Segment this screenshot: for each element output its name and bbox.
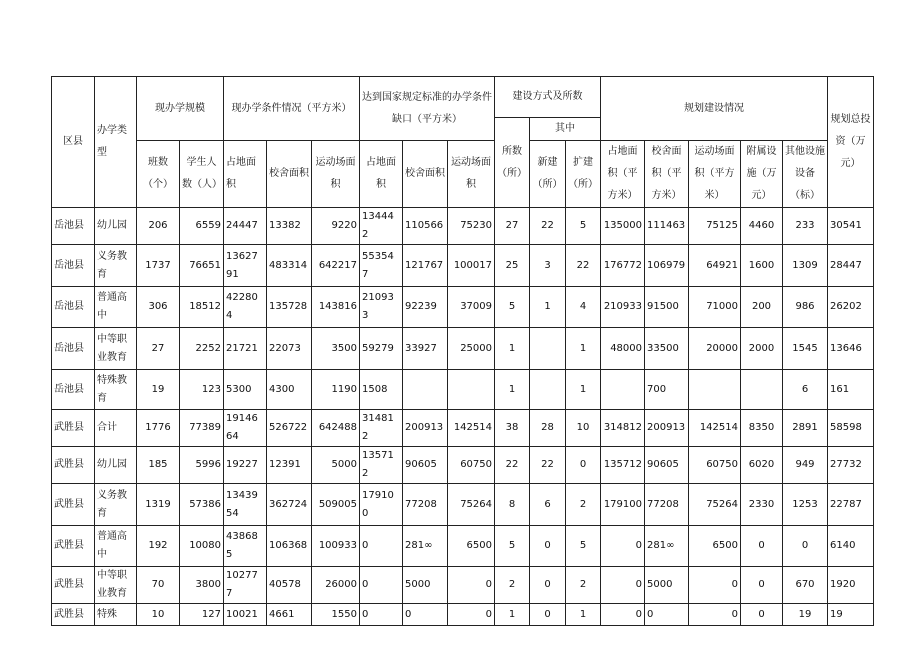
table-cell: 314812 <box>360 410 403 447</box>
table-cell: 986 <box>783 287 828 328</box>
table-cell: 670 <box>783 567 828 604</box>
table-cell: 8 <box>495 484 530 526</box>
table-cell: 特殊 <box>95 604 137 626</box>
table-cell: 1914664 <box>224 410 267 447</box>
table-cell: 161 <box>828 370 874 410</box>
table-cell: 106979 <box>645 245 689 287</box>
table-cell: 0 <box>689 604 741 626</box>
table-cell: 22 <box>495 447 530 484</box>
header-current-conditions: 现办学条件情况（平方米） <box>224 77 360 141</box>
table-cell: 57386 <box>180 484 224 526</box>
table-cell: 19 <box>783 604 828 626</box>
table-cell: 6500 <box>448 526 495 567</box>
table-cell: 438685 <box>224 526 267 567</box>
header-students: 学生人数（人） <box>180 141 224 208</box>
table-cell: 6140 <box>828 526 874 567</box>
table-cell: 179100 <box>601 484 645 526</box>
header-current-scale: 现办学规模 <box>137 77 224 141</box>
table-cell: 10 <box>566 410 601 447</box>
header-expand: 扩建（所） <box>566 141 601 208</box>
table-cell: 553547 <box>360 245 403 287</box>
table-cell: 135000 <box>601 208 645 245</box>
table-cell: 0 <box>448 567 495 604</box>
table-cell <box>530 328 566 370</box>
table-cell: 19227 <box>224 447 267 484</box>
table-cell: 0 <box>448 604 495 626</box>
table-cell: 102777 <box>224 567 267 604</box>
table-cell: 13646 <box>828 328 874 370</box>
table-cell: 义务教育 <box>95 484 137 526</box>
table-cell: 武胜县 <box>52 526 95 567</box>
table-cell: 75230 <box>448 208 495 245</box>
table-cell <box>741 370 783 410</box>
table-cell <box>530 370 566 410</box>
table-cell: 22787 <box>828 484 874 526</box>
table-cell: 142514 <box>689 410 741 447</box>
table-cell: 2000 <box>741 328 783 370</box>
table-cell: 142514 <box>448 410 495 447</box>
table-cell: 5 <box>566 526 601 567</box>
table-cell: 2252 <box>180 328 224 370</box>
table-cell: 134442 <box>360 208 403 245</box>
table-cell: 1600 <box>741 245 783 287</box>
header-new: 新建（所） <box>530 141 566 208</box>
table-cell: 1 <box>566 370 601 410</box>
table-cell: 1 <box>566 604 601 626</box>
header-investment: 规划总投资（万元） <box>828 77 874 208</box>
table-cell: 0 <box>530 526 566 567</box>
table-cell: 179100 <box>360 484 403 526</box>
table-cell: 38 <box>495 410 530 447</box>
table-cell: 1253 <box>783 484 828 526</box>
table-cell: 25 <box>495 245 530 287</box>
table-cell: 58598 <box>828 410 874 447</box>
table-cell: 13382 <box>267 208 312 245</box>
table-cell: 306 <box>137 287 180 328</box>
table-cell: 5000 <box>645 567 689 604</box>
table-cell: 77208 <box>403 484 448 526</box>
table-cell: 武胜县 <box>52 604 95 626</box>
data-table <box>51 76 874 626</box>
table-cell: 6020 <box>741 447 783 484</box>
table-cell: 200913 <box>645 410 689 447</box>
table-cell: 210933 <box>360 287 403 328</box>
table-cell: 176772 <box>601 245 645 287</box>
table-cell: 22 <box>530 447 566 484</box>
table-cell: 1545 <box>783 328 828 370</box>
header-gap-land-area: 占地面积 <box>360 141 403 208</box>
table-cell: 1362791 <box>224 245 267 287</box>
table-cell: 362724 <box>267 484 312 526</box>
table-row <box>52 484 874 526</box>
table-cell: 0 <box>783 526 828 567</box>
header-plan-auxiliary: 附属设施（万元） <box>741 141 783 208</box>
table-cell: 19 <box>137 370 180 410</box>
table-cell: 5 <box>566 208 601 245</box>
header-school-building-area: 校舍面积 <box>267 141 312 208</box>
table-row <box>52 370 874 410</box>
table-cell: 1319 <box>137 484 180 526</box>
table-cell: 91500 <box>645 287 689 328</box>
table-cell: 143816 <box>312 287 360 328</box>
table-cell: 1550 <box>312 604 360 626</box>
header-count: 所数（所） <box>495 118 530 208</box>
header-build-method: 建设方式及所数 <box>495 77 601 118</box>
table-cell: 1508 <box>360 370 403 410</box>
table-cell: 岳池县 <box>52 287 95 328</box>
header-standard-gap: 达到国家规定标准的办学条件缺口（平方米） <box>360 77 495 141</box>
table-cell: 0 <box>601 604 645 626</box>
table-cell: 100933 <box>312 526 360 567</box>
table-cell: 21721 <box>224 328 267 370</box>
table-cell: 526722 <box>267 410 312 447</box>
table-cell: 岳池县 <box>52 328 95 370</box>
table-cell: 0 <box>645 604 689 626</box>
table-cell: 28 <box>530 410 566 447</box>
table-cell: 33500 <box>645 328 689 370</box>
table-cell: 0 <box>360 567 403 604</box>
table-cell: 1 <box>495 370 530 410</box>
table-cell: 200 <box>741 287 783 328</box>
table-cell: 121767 <box>403 245 448 287</box>
table-cell: 90605 <box>403 447 448 484</box>
table-cell: 135728 <box>267 287 312 328</box>
table-cell: 2891 <box>783 410 828 447</box>
table-cell: 281∞ <box>403 526 448 567</box>
table-cell: 37009 <box>448 287 495 328</box>
table-cell: 70 <box>137 567 180 604</box>
table-cell: 10 <box>137 604 180 626</box>
table-cell: 12391 <box>267 447 312 484</box>
table-row <box>52 604 874 626</box>
table-cell: 22 <box>566 245 601 287</box>
header-sports-area: 运动场面积 <box>312 141 360 208</box>
header-plan: 规划建设情况 <box>601 77 828 141</box>
table-cell: 0 <box>530 604 566 626</box>
table-cell: 4460 <box>741 208 783 245</box>
table-cell <box>689 370 741 410</box>
table-row <box>52 447 874 484</box>
table-cell: 127 <box>180 604 224 626</box>
table-cell: 中等职业教育 <box>95 328 137 370</box>
table-cell <box>601 370 645 410</box>
table-cell: 普通高中 <box>95 526 137 567</box>
table-cell <box>403 370 448 410</box>
table-cell: 0 <box>741 526 783 567</box>
table-cell: 92239 <box>403 287 448 328</box>
table-cell: 幼儿园 <box>95 447 137 484</box>
header-plan-land-area: 占地面积（平方米） <box>601 141 645 208</box>
table-cell: 27 <box>495 208 530 245</box>
table-cell: 6500 <box>689 526 741 567</box>
table-cell: 武胜县 <box>52 447 95 484</box>
table-cell: 25000 <box>448 328 495 370</box>
table-cell: 60750 <box>689 447 741 484</box>
table-cell: 9220 <box>312 208 360 245</box>
table-cell: 64921 <box>689 245 741 287</box>
table-cell: 5 <box>495 287 530 328</box>
table-cell: 422804 <box>224 287 267 328</box>
table-cell: 1920 <box>828 567 874 604</box>
table-cell: 0 <box>601 526 645 567</box>
table-cell <box>448 370 495 410</box>
table-cell: 185 <box>137 447 180 484</box>
table-cell: 26202 <box>828 287 874 328</box>
table-cell: 0 <box>403 604 448 626</box>
table-row <box>52 208 874 245</box>
table-cell: 0 <box>689 567 741 604</box>
table-cell: 特殊教育 <box>95 370 137 410</box>
table-cell: 26000 <box>312 567 360 604</box>
table-cell: 59279 <box>360 328 403 370</box>
header-plan-other-equipment: 其他设施设备（标） <box>783 141 828 208</box>
table-row <box>52 567 874 604</box>
table-cell: 0 <box>360 526 403 567</box>
table-cell: 4 <box>566 287 601 328</box>
table-cell: 642488 <box>312 410 360 447</box>
table-cell: 106368 <box>267 526 312 567</box>
table-cell: 210933 <box>601 287 645 328</box>
table-cell: 6559 <box>180 208 224 245</box>
table-cell: 233 <box>783 208 828 245</box>
table-cell: 1776 <box>137 410 180 447</box>
table-cell: 30541 <box>828 208 874 245</box>
table-cell: 33927 <box>403 328 448 370</box>
header-classes: 班数（个） <box>137 141 180 208</box>
table-cell: 中等职业教育 <box>95 567 137 604</box>
table-cell: 3800 <box>180 567 224 604</box>
table-cell: 111463 <box>645 208 689 245</box>
table-cell: 22 <box>530 208 566 245</box>
table-cell: 40578 <box>267 567 312 604</box>
table-cell: 4661 <box>267 604 312 626</box>
table-cell: 0 <box>566 447 601 484</box>
table-cell: 2330 <box>741 484 783 526</box>
table-cell: 0 <box>601 567 645 604</box>
table-cell: 10021 <box>224 604 267 626</box>
table-cell: 5000 <box>312 447 360 484</box>
table-cell: 24447 <box>224 208 267 245</box>
table-row <box>52 245 874 287</box>
table-cell: 76651 <box>180 245 224 287</box>
table-cell: 100017 <box>448 245 495 287</box>
header-land-area: 占地面积 <box>224 141 267 208</box>
table-cell: 1737 <box>137 245 180 287</box>
table-cell: 1309 <box>783 245 828 287</box>
header-type: 办学类型 <box>95 77 137 208</box>
table-cell: 28447 <box>828 245 874 287</box>
table-cell: 18512 <box>180 287 224 328</box>
table-cell: 0 <box>741 567 783 604</box>
table-cell: 1343954 <box>224 484 267 526</box>
table-cell: 5996 <box>180 447 224 484</box>
table-cell: 5300 <box>224 370 267 410</box>
table-cell: 90605 <box>645 447 689 484</box>
header-county: 区县 <box>52 77 95 208</box>
table-cell: 75264 <box>448 484 495 526</box>
table-cell: 5000 <box>403 567 448 604</box>
table-cell: 75125 <box>689 208 741 245</box>
table-cell: 20000 <box>689 328 741 370</box>
header-of-which: 其中 <box>530 118 601 141</box>
table-cell: 206 <box>137 208 180 245</box>
header-gap-sports-area: 运动场面积 <box>448 141 495 208</box>
table-cell: 642217 <box>312 245 360 287</box>
table-cell: 岳池县 <box>52 245 95 287</box>
table-cell: 岳池县 <box>52 208 95 245</box>
table-cell: 77208 <box>645 484 689 526</box>
table-cell: 3 <box>530 245 566 287</box>
table-cell: 110566 <box>403 208 448 245</box>
table-cell: 71000 <box>689 287 741 328</box>
table-cell: 509005 <box>312 484 360 526</box>
table-cell: 123 <box>180 370 224 410</box>
table-cell: 1 <box>530 287 566 328</box>
table-cell: 武胜县 <box>52 410 95 447</box>
table-cell: 314812 <box>601 410 645 447</box>
table-cell: 60750 <box>448 447 495 484</box>
table-row <box>52 410 874 447</box>
table-cell: 3500 <box>312 328 360 370</box>
table-cell: 135712 <box>601 447 645 484</box>
table-row <box>52 287 874 328</box>
table-cell: 77389 <box>180 410 224 447</box>
table-cell: 48000 <box>601 328 645 370</box>
table-cell: 6 <box>783 370 828 410</box>
header-plan-school-area: 校舍面积（平方米） <box>645 141 689 208</box>
table-cell: 义务教育 <box>95 245 137 287</box>
table-cell: 1 <box>566 328 601 370</box>
table-row <box>52 328 874 370</box>
table-cell: 合计 <box>95 410 137 447</box>
table-cell: 10080 <box>180 526 224 567</box>
table-cell: 1 <box>495 328 530 370</box>
table-cell: 普通高中 <box>95 287 137 328</box>
table-cell: 4300 <box>267 370 312 410</box>
table-cell: 6 <box>530 484 566 526</box>
table-cell: 19 <box>828 604 874 626</box>
table-cell: 幼儿园 <box>95 208 137 245</box>
table-cell: 2 <box>495 567 530 604</box>
table-cell: 岳池县 <box>52 370 95 410</box>
table-cell: 武胜县 <box>52 484 95 526</box>
table-cell: 武胜县 <box>52 567 95 604</box>
table-row <box>52 526 874 567</box>
table-cell: 0 <box>741 604 783 626</box>
table-cell: 0 <box>530 567 566 604</box>
table-cell: 27 <box>137 328 180 370</box>
table-cell: 483314 <box>267 245 312 287</box>
table-cell: 135712 <box>360 447 403 484</box>
table-cell: 27732 <box>828 447 874 484</box>
table-cell: 2 <box>566 567 601 604</box>
table-cell: 192 <box>137 526 180 567</box>
table-cell: 5 <box>495 526 530 567</box>
table-cell: 949 <box>783 447 828 484</box>
table-cell: 22073 <box>267 328 312 370</box>
table-cell: 700 <box>645 370 689 410</box>
header-plan-sports-area: 运动场面积（平方米） <box>689 141 741 208</box>
table-cell: 0 <box>360 604 403 626</box>
table-cell: 1 <box>495 604 530 626</box>
table-cell: 8350 <box>741 410 783 447</box>
table-cell: 281∞ <box>645 526 689 567</box>
table-cell: 75264 <box>689 484 741 526</box>
header-gap-school-area: 校舍面积 <box>403 141 448 208</box>
table-cell: 2 <box>566 484 601 526</box>
table-cell: 1190 <box>312 370 360 410</box>
table-cell: 200913 <box>403 410 448 447</box>
